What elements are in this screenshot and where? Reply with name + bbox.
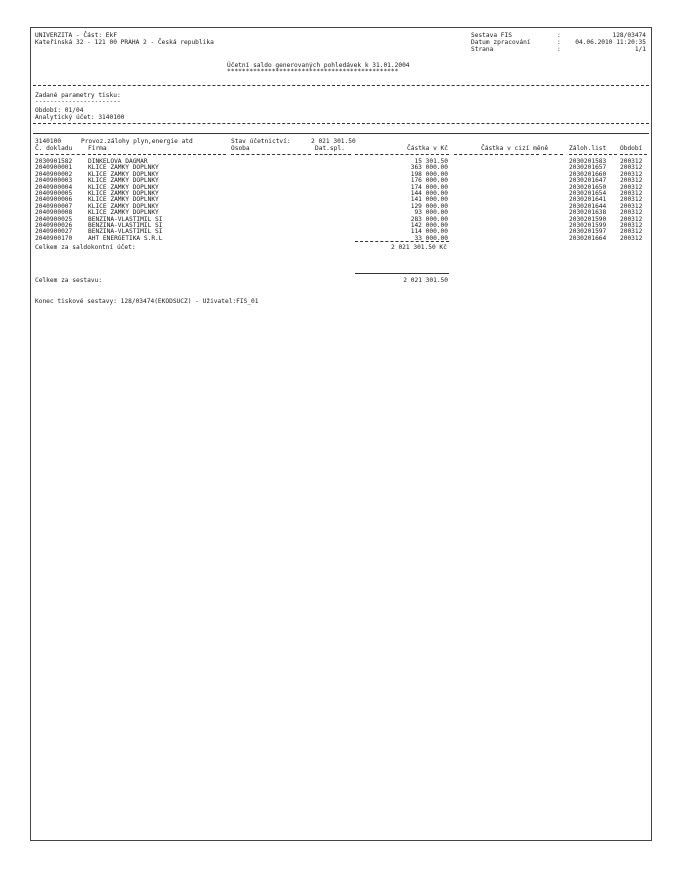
cell-firma: BENZINA-VLASTIMIL SI — [88, 228, 163, 236]
strana-colon: : — [557, 46, 561, 53]
params-heading: Zadané parametry tisku: — [35, 92, 121, 99]
divider — [33, 85, 649, 86]
account-name: Provoz.zálohy plyn,energie atd — [81, 138, 193, 145]
cell-doklad: 2040900006 — [35, 196, 73, 204]
col-dat-spl: Dat.spl. — [315, 145, 345, 152]
cell-zaloh-list: 2030201660 — [569, 170, 607, 178]
sestava-value: 128/03474 — [612, 32, 646, 39]
cell-zaloh-list: 2030201597 — [569, 228, 607, 236]
cell-castka: 144 000.00 — [410, 190, 448, 197]
cell-doklad: 2040900008 — [35, 209, 73, 217]
cell-obdobi: 200312 — [620, 222, 643, 229]
col-underline — [569, 154, 617, 155]
cell-firma: KLICE ZAMKY DOPLNKY — [88, 190, 159, 197]
total-line — [355, 273, 449, 274]
cell-obdobi: 200312 — [620, 196, 643, 204]
cell-doklad: 2040900003 — [35, 177, 73, 185]
report-title: Účetní saldo generovaných pohledávek k 31.01.2004 — [227, 62, 410, 69]
cell-castka: 174 000.00 — [410, 183, 448, 191]
cell-firma: BENZINA-VLASTIMIL SI — [88, 222, 163, 229]
cell-firma: BENZINA-VLASTIMIL SI — [88, 215, 163, 223]
col-obdobi: Období — [620, 145, 643, 152]
cell-firma: KLICE ZAMKY DOPLNKY — [88, 196, 159, 204]
cell-doklad: 2040900001 — [35, 164, 73, 172]
cell-obdobi: 200312 — [620, 164, 643, 172]
cell-obdobi: 200312 — [620, 170, 643, 178]
cell-castka: 363 000.00 — [410, 164, 448, 172]
cell-castka: 33 000.00 — [414, 234, 448, 242]
cell-zaloh-list: 2030201664 — [569, 234, 607, 242]
cell-obdobi: 200312 — [620, 215, 643, 223]
datum-value: 04.06.2010 11:20:35 — [575, 39, 646, 46]
params-heading-underline: ----------------------- — [35, 98, 121, 105]
cell-doklad: 2040900170 — [35, 234, 73, 242]
account-code: 3140100 — [35, 138, 62, 145]
cell-firma: DINKELOVA DAGMAR — [88, 158, 148, 165]
cell-castka: 176 000.00 — [410, 177, 448, 185]
subtotal-line — [355, 241, 449, 242]
cell-obdobi: 200312 — [620, 183, 643, 191]
cell-doklad: 2040900027 — [35, 228, 73, 236]
cell-castka: 283 000.00 — [410, 215, 448, 223]
cell-obdobi: 200312 — [620, 228, 643, 236]
col-underline — [620, 154, 647, 155]
col-underline — [315, 154, 351, 155]
total-sestava-label: Celkem za sestavu: — [35, 277, 103, 284]
cell-firma: KLICE ZAMKY DOPLNKY — [88, 164, 159, 172]
cell-firma: KLICE ZAMKY DOPLNKY — [88, 177, 159, 185]
stav-label: Stav účetnictví: — [231, 138, 291, 145]
divider — [33, 123, 649, 124]
cell-doklad: 2040900004 — [35, 183, 73, 191]
col-underline — [454, 154, 539, 155]
org-line-1: UNIVERZITA - Část: EkF — [35, 32, 117, 39]
col-castka-kc: Částka v Kč — [407, 145, 448, 152]
cell-castka: 142 000.00 — [410, 222, 448, 229]
cell-zaloh-list: 2030201650 — [569, 183, 607, 191]
cell-castka: 93 000.00 — [414, 209, 448, 217]
col-zaloh-list: Záloh.list — [569, 145, 607, 152]
cell-zaloh-list: 2030201599 — [569, 222, 607, 229]
col-underline — [355, 154, 449, 155]
cell-doklad: 2040900005 — [35, 190, 73, 197]
datum-colon: : — [557, 39, 561, 46]
sestava-colon: : — [557, 32, 561, 39]
datum-label: Datum zpracování — [471, 39, 531, 46]
col-firma: Firma — [88, 145, 107, 152]
cell-doklad: 2040900007 — [35, 202, 73, 210]
cell-zaloh-list: 2030201644 — [569, 202, 607, 210]
report-page — [30, 27, 652, 841]
param-ucet: Analytický účet: 3140100 — [35, 114, 125, 121]
cell-obdobi: 200312 — [620, 202, 643, 210]
cell-zaloh-list: 2030201583 — [569, 158, 607, 165]
total-sestava-value: 2 021 301.50 — [403, 277, 448, 284]
cell-firma: KLICE ZAMKY DOPLNKY — [88, 209, 159, 217]
col-doklad: Č. dokladu — [35, 145, 73, 152]
cell-castka: 114 000.00 — [410, 228, 448, 236]
cell-obdobi: 200312 — [620, 190, 643, 197]
cell-obdobi: 200312 — [620, 209, 643, 217]
cell-doklad: 2040900002 — [35, 170, 73, 178]
table-row — [35, 236, 647, 242]
cell-firma: AHT ENERGETIKA S.R.L — [88, 234, 163, 242]
col-underline — [88, 154, 226, 155]
cell-zaloh-list: 2030201647 — [569, 177, 607, 185]
col-castka-cizi: Částka v cizí měně — [481, 145, 549, 152]
cell-zaloh-list: 2030201641 — [569, 196, 607, 204]
cell-obdobi: 200312 — [620, 158, 643, 165]
org-line-2: Kateřinská 32 - 121 00 PRAHA 2 - Česká republika — [35, 39, 214, 46]
col-osoba: Osoba — [231, 145, 250, 152]
cell-firma: KLICE ZAMKY DOPLNKY — [88, 202, 159, 210]
col-underline — [35, 154, 85, 155]
stav-value: 2 021 301.50 — [311, 138, 356, 145]
cell-zaloh-list: 2030201654 — [569, 190, 607, 197]
total-ucet-value: 2 021 301.50 Kč — [391, 244, 447, 251]
cell-doklad: 2040900026 — [35, 222, 73, 229]
cell-firma: KLICE ZAMKY DOPLNKY — [88, 170, 159, 178]
cell-doklad: 2040900025 — [35, 215, 73, 223]
cell-castka: 198 000.00 — [410, 170, 448, 178]
total-ucet-label: Celkem za saldokontní účet: — [35, 244, 136, 251]
cell-obdobi: 200312 — [620, 234, 643, 242]
param-obdobi: Období: 01/04 — [35, 107, 84, 114]
cell-obdobi: 200312 — [620, 177, 643, 185]
cell-zaloh-list: 2030201638 — [569, 209, 607, 217]
cell-castka: 15 301.50 — [414, 158, 448, 165]
cell-firma: KLICE ZAMKY DOPLNKY — [88, 183, 159, 191]
end-of-report: Konec tiskové sestavy: 128/03474(EKODSUCZ) - Uživatel:FIS_01 — [35, 298, 259, 305]
cell-zaloh-list: 2030201590 — [569, 215, 607, 223]
col-underline — [543, 154, 563, 155]
col-underline — [231, 154, 311, 155]
cell-doklad: 2030901582 — [35, 158, 73, 165]
strana-label: Strana — [471, 46, 494, 53]
divider — [33, 133, 649, 134]
cell-castka: 141 000.00 — [410, 196, 448, 204]
report-title-underline: ********************************************** — [227, 68, 399, 75]
strana-value: 1/1 — [634, 46, 646, 53]
cell-castka: 129 000.00 — [410, 202, 448, 210]
cell-zaloh-list: 2030201657 — [569, 164, 607, 172]
sestava-label: Sestava FIS — [471, 32, 512, 39]
